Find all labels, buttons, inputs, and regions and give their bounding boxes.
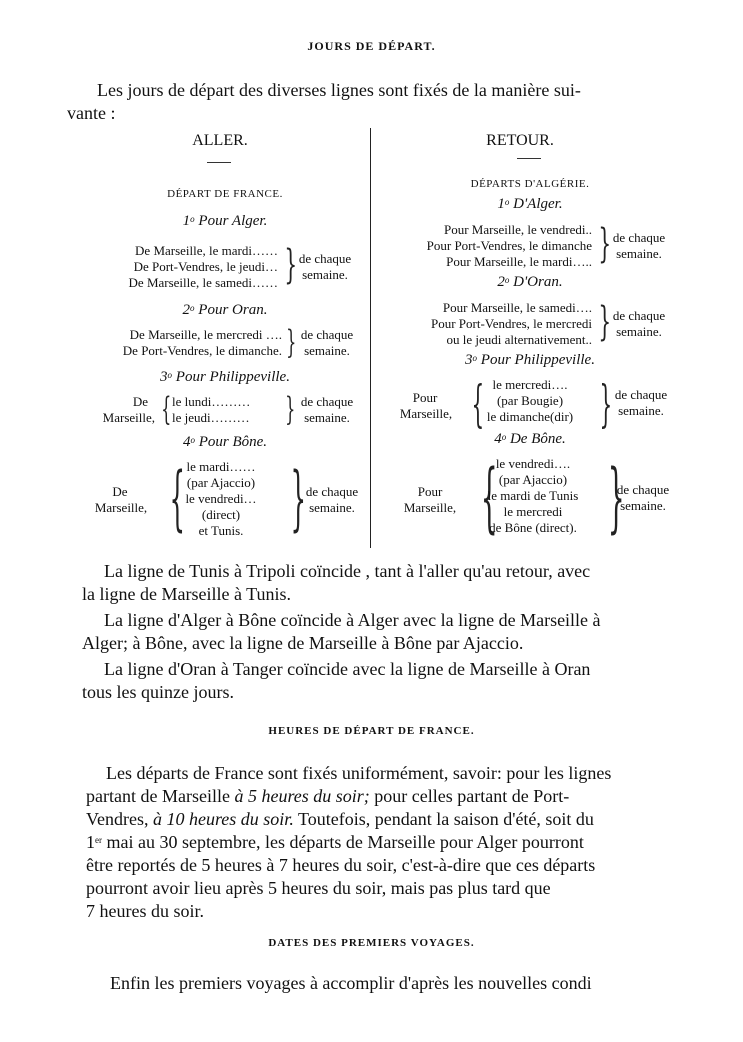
retour-s1-row: Pour Marseille, le mardi…..	[446, 254, 592, 269]
retour-s4-row: de Bône (direct).	[489, 520, 577, 535]
section-title-heures: HEURES DE DÉPART DE FRANCE.	[268, 725, 475, 737]
brace: {	[161, 390, 172, 428]
retour-s1-row: Pour Marseille, le vendredi..	[443, 222, 592, 237]
paragraph-line: La ligne d'Alger à Bône coïncide à Alger avec la ligne de Marseille à	[104, 610, 601, 630]
brace: {	[471, 375, 485, 433]
retour-s2-heading: 2$^o$ D'Oran.	[497, 274, 563, 290]
paragraph-line: 7 heures du soir.	[86, 901, 204, 921]
paragraph-line: Les départs de France sont fixés uniformément, savoir: pour les lignes	[106, 763, 612, 783]
retour-s3-row: le mercredi….	[492, 377, 568, 392]
aller-s2-row: De Port-Vendres, le dimanche.	[122, 343, 282, 358]
retour-s3-right: de chaque	[614, 387, 668, 402]
retour-s4-left: Marseille,	[403, 500, 457, 515]
retour-s4-right: de chaque	[616, 482, 670, 497]
retour-s2-row: Pour Port-Vendres, le mercredi	[430, 316, 592, 331]
aller-s2-right: semaine.	[304, 343, 350, 358]
aller-s2-heading: 2$^o$ Pour Oran.	[182, 302, 268, 318]
aller-s3-row: le jeudi………	[172, 410, 250, 425]
brace: {	[480, 452, 498, 541]
aller-s1-row: De Marseille, le samedi……	[128, 275, 278, 290]
retour-s1-right: de chaque	[612, 230, 666, 245]
aller-s4-row: et Tunis.	[198, 523, 244, 538]
aller-s1-right: semaine.	[302, 267, 348, 282]
section-title-dates: DATES DES PREMIERS VOYAGES.	[268, 937, 475, 949]
aller-rule	[207, 162, 231, 163]
retour-s3-left: Marseille,	[399, 406, 453, 421]
aller-s1-right: de chaque	[298, 251, 352, 266]
aller-s4-row: (par Ajaccio)	[186, 475, 256, 490]
aller-s1-heading: 1$^o$ Pour Alger.	[182, 213, 268, 229]
paragraph-line: 1er mai au 30 septembre, les départs de Marseille pour Alger pourront	[86, 832, 584, 852]
paragraph-line: être reportés de 5 heures à 7 heures du soir, c'est-à-dire que ces départs	[86, 855, 596, 875]
retour-s4-row: le mercredi	[503, 504, 563, 519]
brace: }	[598, 221, 612, 267]
retour-s4-row: (par Ajaccio)	[498, 472, 568, 487]
aller-s2-row: De Marseille, le mercredi ….	[129, 327, 282, 342]
aller-title: ALLER.	[192, 132, 248, 149]
retour-s3-right: semaine.	[618, 403, 664, 418]
aller-s4-row: (direct)	[201, 507, 241, 522]
retour-s2-right: de chaque	[612, 308, 666, 323]
brace: }	[290, 457, 307, 539]
retour-s4-row: le mardi de Tunis	[487, 488, 579, 503]
retour-s2-right: semaine.	[616, 324, 662, 339]
page-title: JOURS DE DÉPART.	[307, 39, 436, 53]
retour-s1-row: Pour Port-Vendres, le dimanche	[426, 238, 592, 253]
aller-s4-left: Marseille,	[94, 500, 148, 515]
brace: }	[598, 299, 612, 345]
aller-s4-left: De	[112, 484, 128, 499]
retour-s4-heading: 4$^o$ De Bône.	[494, 431, 566, 447]
retour-s2-row: Pour Marseille, le samedi….	[442, 300, 592, 315]
retour-s4-row: le vendredi….	[495, 456, 571, 471]
retour-rule	[517, 158, 541, 159]
brace: }	[286, 323, 297, 361]
aller-s3-right: semaine.	[304, 410, 350, 425]
paragraph-line: pourront avoir lieu après 5 heures du soir, mais pas plus tard que	[86, 878, 551, 898]
retour-s1-heading: 1$^o$ D'Alger.	[497, 196, 563, 212]
brace: }	[284, 242, 298, 288]
aller-s3-left: Marseille,	[102, 410, 155, 425]
paragraph-line: Enfin les premiers voyages à accomplir d'après les nouvelles condi	[110, 973, 592, 993]
retour-s2-row: ou le jeudi alternativement..	[446, 332, 592, 347]
intro-line-2: vante :	[67, 103, 116, 123]
brace: }	[285, 390, 296, 428]
aller-subtitle: DÉPART DE FRANCE.	[167, 188, 283, 200]
retour-s3-row: le dimanche(dir)	[486, 409, 574, 424]
aller-s4-row: le vendredi…	[185, 491, 257, 506]
aller-s3-right: de chaque	[300, 394, 354, 409]
retour-s3-left: Pour	[412, 390, 438, 405]
brace: }	[607, 452, 625, 541]
retour-s4-left: Pour	[417, 484, 443, 499]
aller-s4-right: semaine.	[309, 500, 355, 515]
paragraph-line: Vendres, à 10 heures du soir. Toutefois, pendant la saison d'été, soit du	[86, 809, 594, 829]
brace: }	[599, 375, 613, 433]
aller-s3-row: le lundi………	[172, 394, 251, 409]
aller-s1-row: De Port-Vendres, le jeudi…	[133, 259, 278, 274]
paragraph-line: Alger; à Bône, avec la ligne de Marseille à Bône par Ajaccio.	[82, 633, 524, 653]
aller-s3-heading: 3$^o$ Pour Philippeville.	[160, 369, 290, 385]
aller-s2-right: de chaque	[300, 327, 354, 342]
paragraph-line: tous les quinze jours.	[82, 682, 234, 702]
aller-s4-heading: 4$^o$ Pour Bône.	[182, 434, 268, 450]
brace: {	[169, 457, 186, 539]
retour-s3-heading: 3$^o$ Pour Philippeville.	[465, 352, 595, 368]
intro-line-1: Les jours de départ des diverses lignes sont fixés de la manière sui-	[97, 80, 581, 100]
retour-subtitle: DÉPARTS D'ALGÉRIE.	[470, 178, 590, 190]
aller-s4-right: de chaque	[305, 484, 359, 499]
retour-s4-right: semaine.	[620, 498, 666, 513]
paragraph-line: La ligne d'Oran à Tanger coïncide avec la ligne de Marseille à Oran	[104, 659, 591, 679]
aller-s3-left: De	[132, 394, 148, 409]
paragraph-line: la ligne de Marseille à Tunis.	[82, 584, 291, 604]
retour-s3-row: (par Bougie)	[496, 393, 564, 408]
paragraph-line: partant de Marseille à 5 heures du soir; pour celles partant de Port-	[86, 786, 570, 806]
paragraph-line: La ligne de Tunis à Tripoli coïncide , tant à l'aller qu'au retour, avec	[104, 561, 591, 581]
retour-s1-right: semaine.	[616, 246, 662, 261]
aller-s1-row: De Marseille, le mardi……	[135, 243, 278, 258]
aller-s4-row: le mardi……	[186, 459, 256, 474]
retour-title: RETOUR.	[486, 132, 554, 149]
